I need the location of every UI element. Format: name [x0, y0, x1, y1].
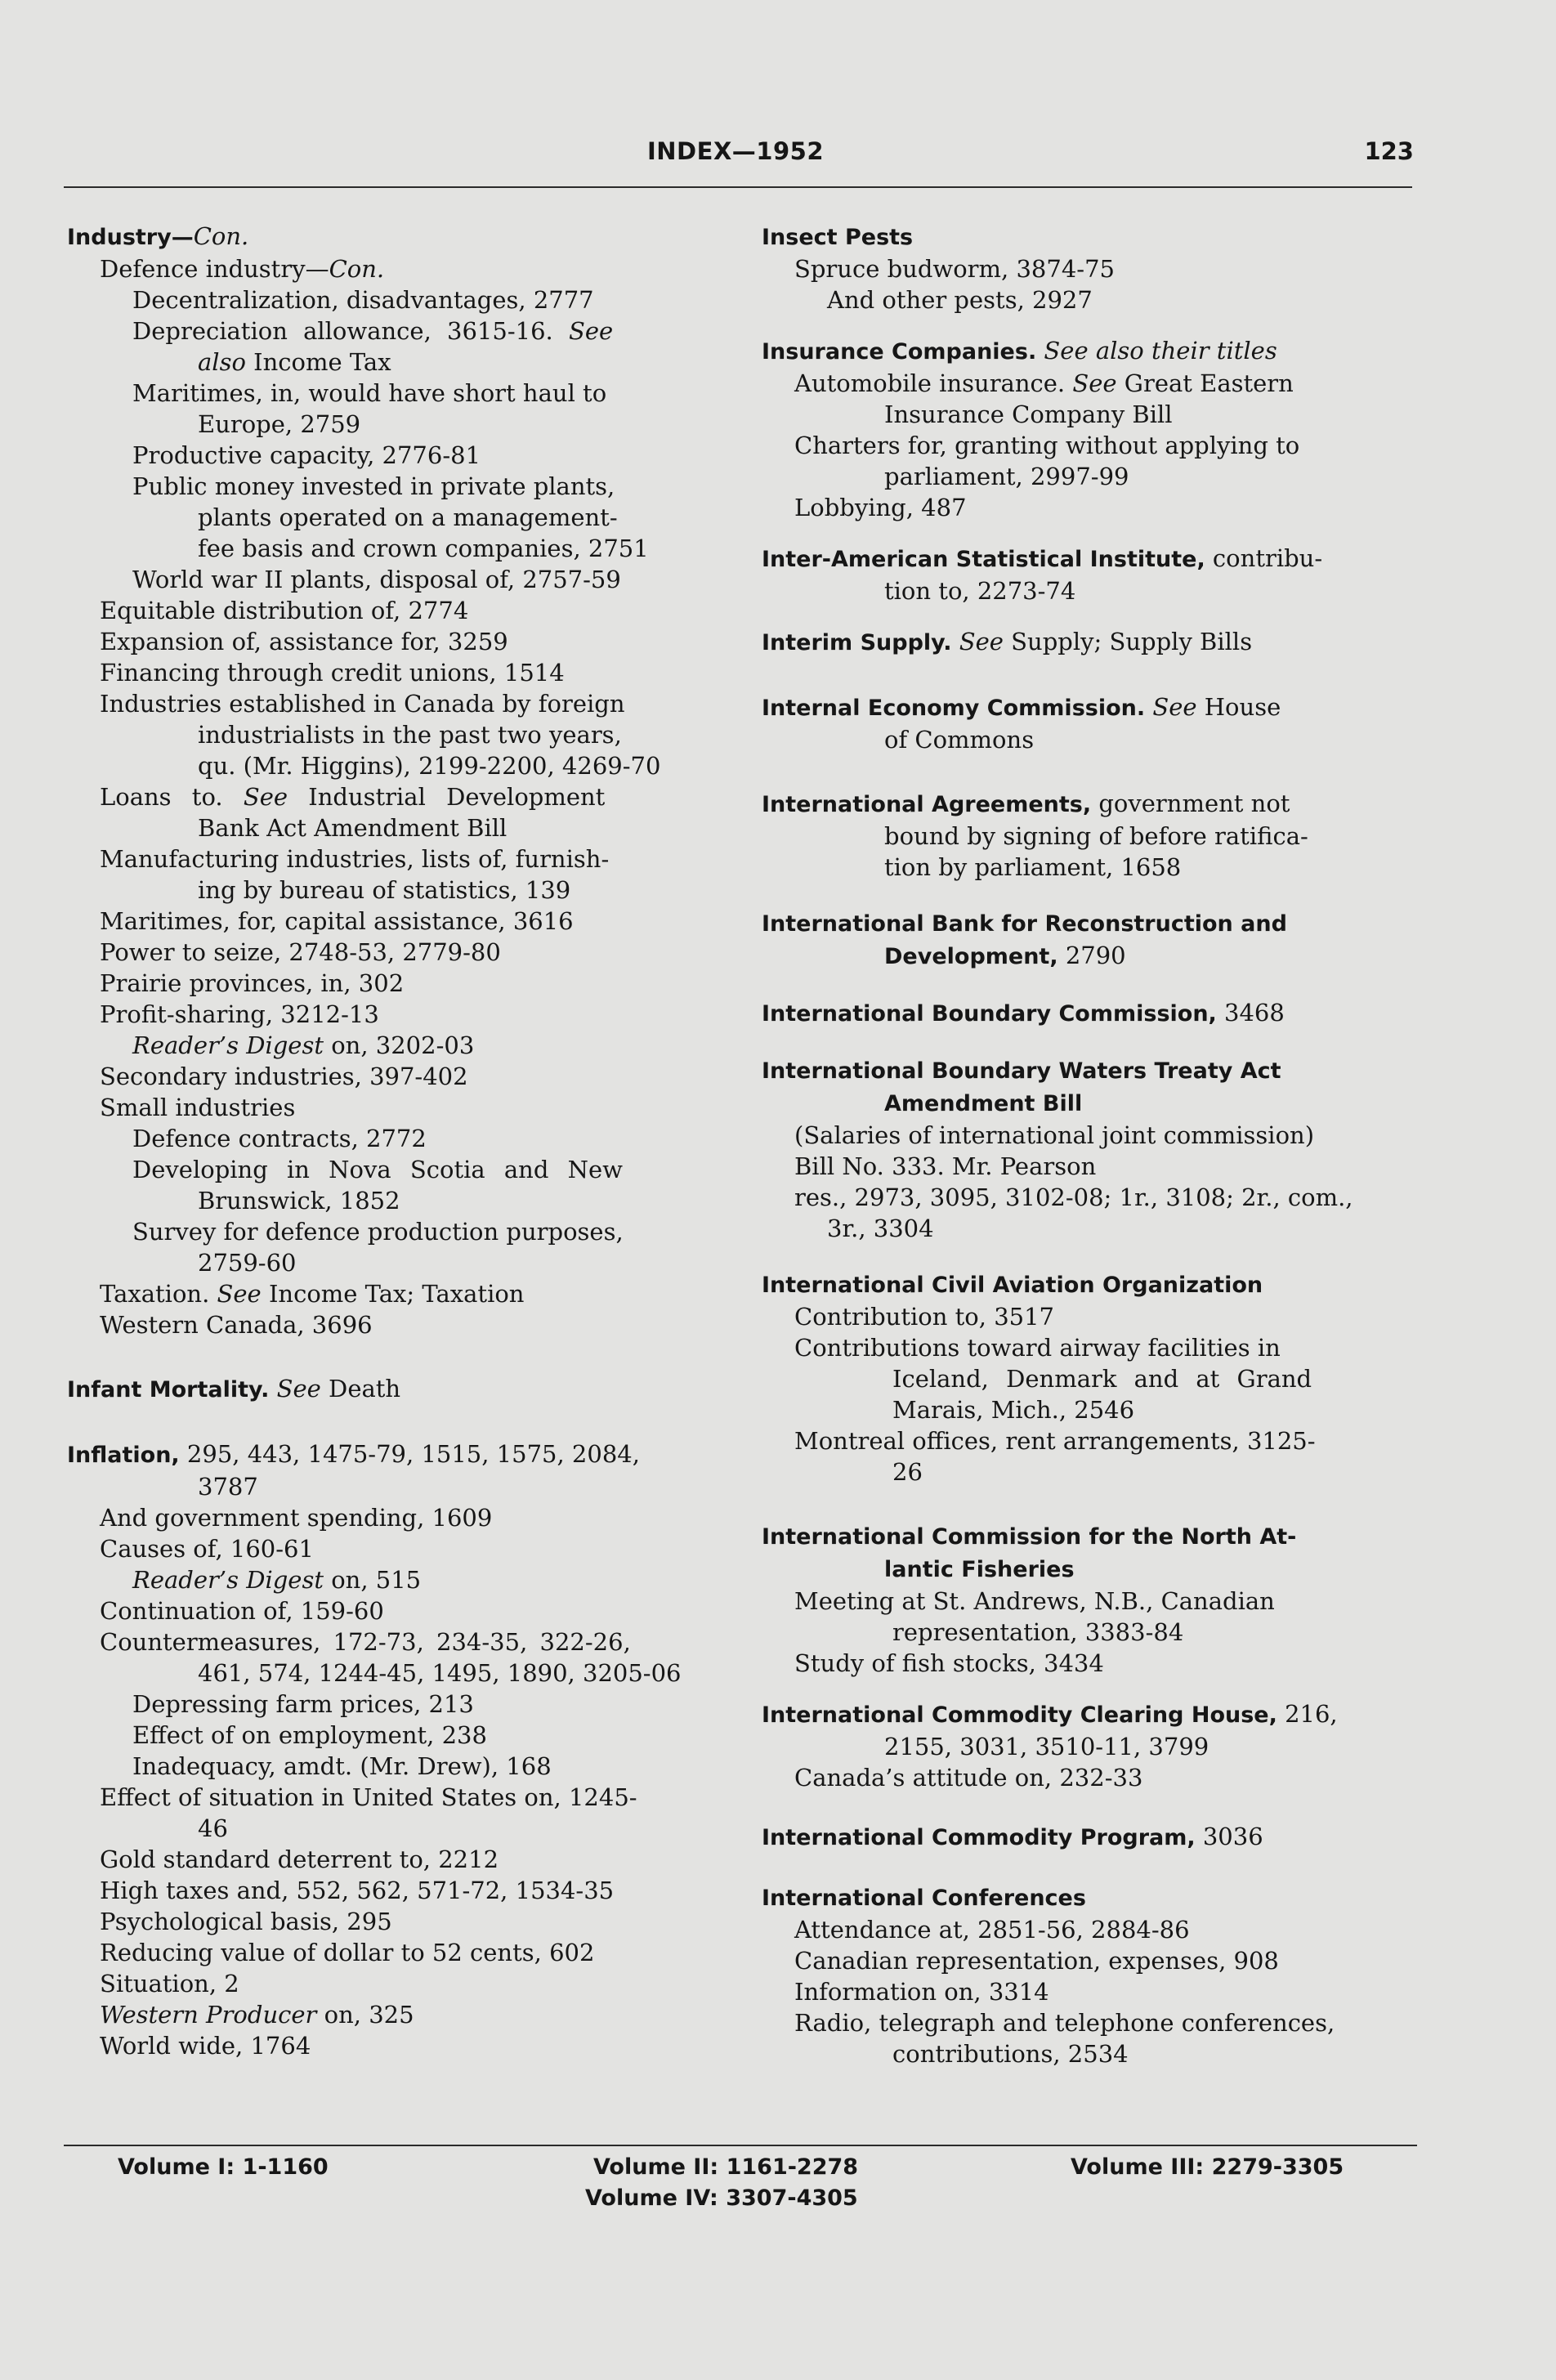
- index-subentry: Radio, telegraph and telephone conferences,: [794, 2009, 1335, 2037]
- index-subentry: Depreciation allowance, 3615-16. See: [132, 317, 614, 345]
- index-subentry: Charters for, granting without applying to: [794, 432, 1300, 459]
- index-subentry: Inadequacy, amdt. (Mr. Drew), 168: [132, 1752, 552, 1780]
- footer-rule: [64, 2145, 1417, 2146]
- index-subentry: Defence contracts, 2772: [132, 1125, 427, 1152]
- index-subentry: Meeting at St. Andrews, N.B., Canadian: [794, 1587, 1275, 1615]
- index-continuation: 46: [198, 1814, 228, 1842]
- index-subentry: Expansion of, assistance for, 3259: [100, 628, 508, 655]
- index-subentry: Survey for defence production purposes,: [132, 1218, 624, 1246]
- index-subentry: Continuation of, 159-60: [100, 1597, 384, 1625]
- index-subentry: Western Producer on, 325: [100, 2001, 414, 2029]
- index-entry-heading: International Boundary Commission, 3468: [762, 999, 1285, 1027]
- index-entry-heading: Infant Mortality. See Death: [67, 1375, 401, 1402]
- index-entry-heading: International Commodity Program, 3036: [762, 1823, 1263, 1850]
- index-subentry: Defence industry—Con.: [100, 255, 385, 283]
- right-column: [762, 221, 1415, 2069]
- index-subentry: Reader’s Digest on, 515: [132, 1566, 422, 1594]
- index-subentry: High taxes and, 552, 562, 571-72, 1534-35: [100, 1877, 615, 1904]
- index-continuation: Iceland, Denmark and at Grand: [892, 1365, 1312, 1393]
- index-continuation: Europe, 2759: [198, 410, 361, 438]
- page-title: INDEX—1952: [647, 137, 825, 165]
- index-subentry: Automobile insurance. See Great Eastern: [794, 369, 1294, 397]
- index-entry-heading: International Conferences: [762, 1886, 1086, 1911]
- index-continuation: 2759-60: [198, 1249, 297, 1277]
- index-subentry: Decentralization, disadvantages, 2777: [132, 286, 594, 314]
- index-continuation: lantic Fisheries: [884, 1557, 1075, 1582]
- index-subentry: Lobbying, 487: [794, 494, 967, 521]
- index-continuation: tion to, 2273-74: [884, 577, 1076, 605]
- index-continuation: And other pests, 2927: [827, 286, 1093, 314]
- index-continuation: 461, 574, 1244-45, 1495, 1890, 3205-06: [198, 1659, 682, 1687]
- volume-ii-range: Volume II: 1161-2278: [593, 2154, 859, 2180]
- index-entry-heading: International Commission for the North At-: [762, 1524, 1297, 1550]
- index-subentry: Profit-sharing, 3212-13: [100, 1000, 379, 1028]
- index-subentry: And government spending, 1609: [100, 1504, 493, 1532]
- index-subentry: Prairie provinces, in, 302: [100, 969, 405, 997]
- index-continuation: Marais, Mich., 2546: [892, 1396, 1135, 1424]
- index-continuation: ing by bureau of statistics, 139: [198, 876, 571, 904]
- index-subentry: Reader’s Digest on, 3202-03: [132, 1031, 475, 1059]
- index-continuation: tion by parliament, 1658: [884, 853, 1182, 881]
- index-entry-heading: Insurance Companies. See also their titles: [762, 337, 1277, 365]
- index-subentry: Financing through credit unions, 1514: [100, 659, 565, 687]
- index-entry-heading: Insect Pests: [762, 225, 914, 250]
- page-number: 123: [1364, 137, 1414, 165]
- index-subentry: Public money invested in private plants,: [132, 472, 615, 500]
- index-subentry: Taxation. See Income Tax; Taxation: [100, 1280, 525, 1308]
- index-entry-heading: Inflation, 295, 443, 1475-79, 1515, 1575, 2084,: [67, 1440, 640, 1468]
- index-subentry: Spruce budworm, 3874-75: [794, 255, 1115, 283]
- index-subentry: Maritimes, in, would have short haul to: [132, 379, 607, 407]
- index-subentry: Countermeasures, 172-73, 234-35, 322-26,: [100, 1628, 631, 1656]
- index-subentry: Attendance at, 2851-56, 2884-86: [794, 1916, 1190, 1944]
- index-continuation: plants operated on a management-: [198, 503, 618, 531]
- index-continuation: Amendment Bill: [884, 1091, 1083, 1116]
- index-subentry: Loans to. See Industrial Development: [100, 783, 606, 811]
- index-subentry: Canadian representation, expenses, 908: [794, 1947, 1279, 1975]
- index-entry-heading: Interim Supply. See Supply; Supply Bills: [762, 628, 1253, 655]
- index-subentry: World wide, 1764: [100, 2032, 311, 2060]
- index-subentry: Canada’s attitude on, 232-33: [794, 1764, 1143, 1792]
- index-subentry: Developing in Nova Scotia and New: [132, 1156, 624, 1183]
- index-subentry: Bill No. 333. Mr. Pearson: [794, 1152, 1097, 1180]
- index-subentry: Secondary industries, 397-402: [100, 1062, 468, 1090]
- index-subentry: Situation, 2: [100, 1970, 239, 1998]
- index-entry-heading: International Boundary Waters Treaty Act: [762, 1058, 1281, 1084]
- index-continuation: Development, 2790: [884, 942, 1126, 969]
- index-subentry: (Salaries of international joint commission): [794, 1121, 1315, 1149]
- index-subentry: World war II plants, disposal of, 2757-59: [132, 566, 621, 593]
- index-continuation: Insurance Company Bill: [884, 400, 1173, 428]
- index-subentry: Reducing value of dollar to 52 cents, 602: [100, 1939, 595, 1966]
- index-continuation: representation, 3383-84: [892, 1618, 1184, 1646]
- index-subentry: Gold standard deterrent to, 2212: [100, 1845, 499, 1873]
- volume-iii-range: Volume III: 2279-3305: [1071, 2154, 1344, 2180]
- header-rule: [64, 186, 1412, 188]
- index-subentry: Small industries: [100, 1094, 296, 1121]
- index-continuation: qu. (Mr. Higgins), 2199-2200, 4269-70: [198, 752, 661, 780]
- index-continuation: 3r., 3304: [827, 1215, 934, 1242]
- index-subentry: Industries established in Canada by foreign: [100, 690, 625, 718]
- index-continuation: 26: [892, 1458, 923, 1486]
- index-subentry: Montreal offices, rent arrangements, 3125-: [794, 1427, 1316, 1455]
- index-continuation: bound by signing of before ratifica-: [884, 822, 1308, 850]
- index-subentry: res., 2973, 3095, 3102-08; 1r., 3108; 2r., com.,: [794, 1183, 1353, 1211]
- index-continuation: parliament, 2997-99: [884, 463, 1129, 490]
- index-subentry: Power to seize, 2748-53, 2779-80: [100, 938, 501, 966]
- index-subentry: Manufacturing industries, lists of, furnish-: [100, 845, 610, 873]
- index-entry-heading: International Civil Aviation Organization: [762, 1273, 1263, 1298]
- volume-iv-range: Volume IV: 3307-4305: [585, 2185, 858, 2211]
- index-entry-heading: International Commodity Clearing House, 216,: [762, 1700, 1338, 1728]
- index-subentry: Productive capacity, 2776-81: [132, 441, 481, 469]
- index-subentry: Effect of on employment, 238: [132, 1721, 487, 1749]
- index-continuation: industrialists in the past two years,: [198, 721, 622, 749]
- page-header: [65, 131, 1414, 180]
- index-subentry: Causes of, 160-61: [100, 1535, 314, 1563]
- index-continuation: Brunswick, 1852: [198, 1187, 400, 1215]
- index-subentry: Contributions toward airway facilities in: [794, 1334, 1281, 1362]
- index-subentry: Western Canada, 3696: [100, 1311, 373, 1339]
- volume-i-range: Volume I: 1-1160: [118, 2154, 329, 2180]
- index-continuation: Bank Act Amendment Bill: [198, 814, 507, 842]
- left-column: [67, 221, 737, 2061]
- index-subentry: Contribution to, 3517: [794, 1303, 1054, 1331]
- index-subentry: Effect of situation in United States on, 1245-: [100, 1783, 637, 1811]
- index-continuation: 2155, 3031, 3510-11, 3799: [884, 1733, 1209, 1760]
- index-entry-heading: International Bank for Reconstruction and: [762, 911, 1287, 937]
- index-subentry: Study of fish stocks, 3434: [794, 1649, 1104, 1677]
- index-entry-heading: Industry—Con.: [67, 222, 249, 250]
- index-entry-heading: Inter-American Statistical Institute, contribu-: [762, 544, 1323, 572]
- index-continuation: contributions, 2534: [892, 2040, 1129, 2068]
- index-subentry: Maritimes, for, capital assistance, 3616: [100, 907, 574, 935]
- index-subentry: Psychological basis, 295: [100, 1908, 392, 1935]
- index-subentry: Depressing farm prices, 213: [132, 1690, 474, 1718]
- index-continuation: 3787: [198, 1473, 258, 1501]
- index-subentry: Information on, 3314: [794, 1978, 1049, 2006]
- index-entry-heading: Internal Economy Commission. See House: [762, 693, 1281, 721]
- index-continuation: of Commons: [884, 726, 1035, 754]
- index-continuation: fee basis and crown companies, 2751: [198, 535, 649, 562]
- index-entry-heading: International Agreements, government not: [762, 790, 1290, 817]
- index-continuation: also Income Tax: [198, 348, 391, 376]
- index-subentry: Equitable distribution of, 2774: [100, 597, 469, 624]
